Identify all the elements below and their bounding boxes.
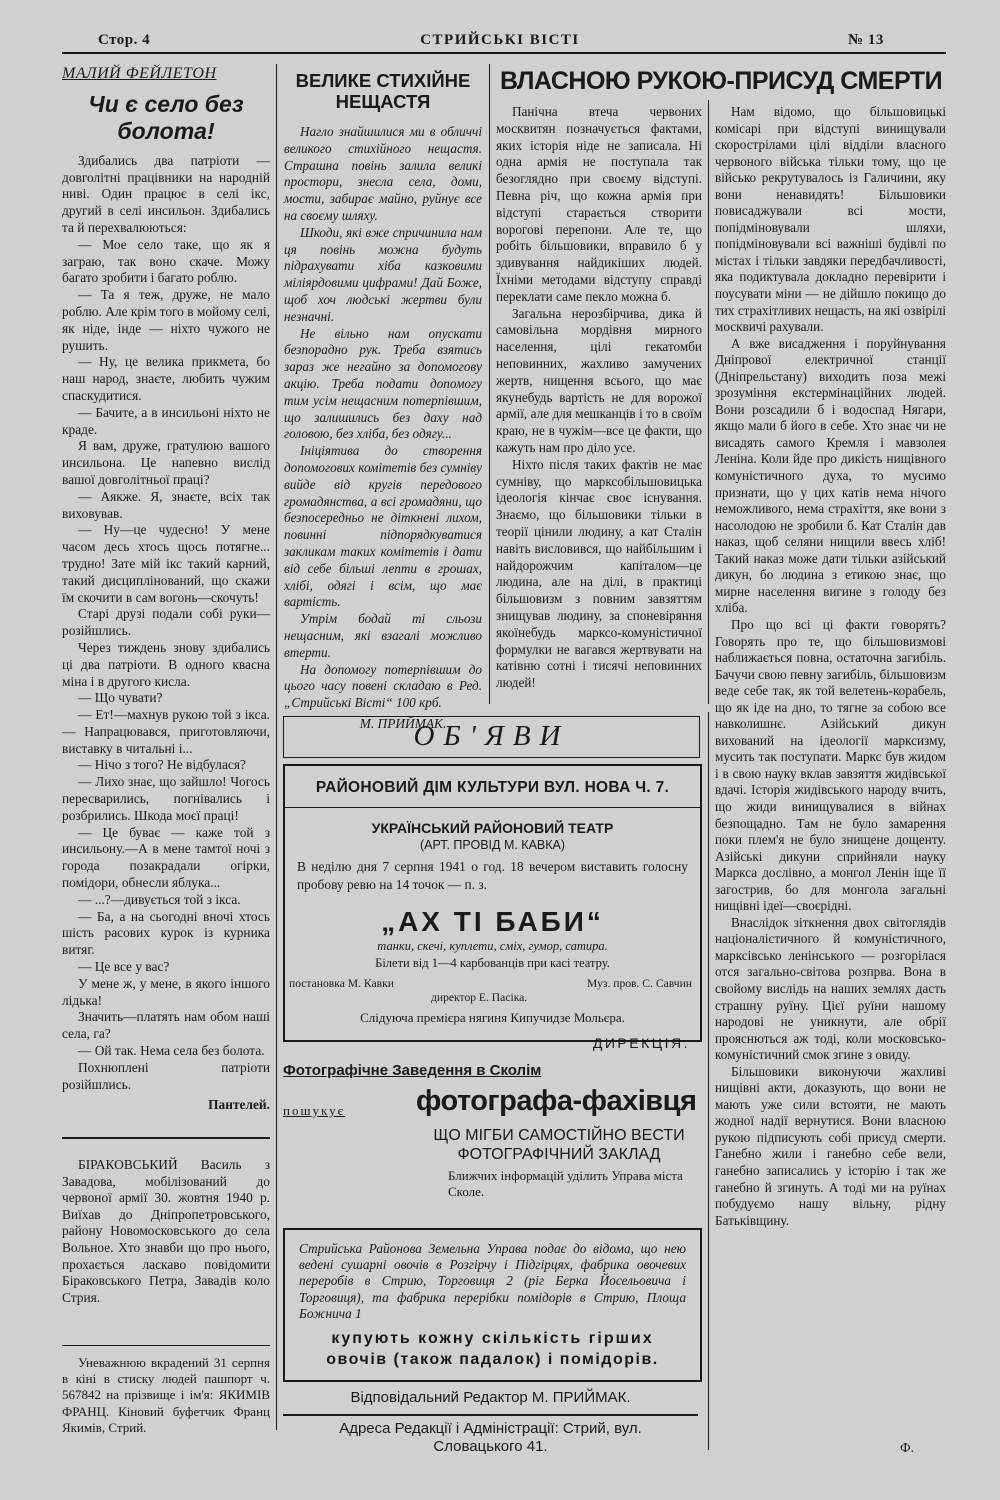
show-credits (285, 972, 700, 1006)
photo-line-2: ФОТОГРАФІЧНИЙ ЗАКЛАД (457, 1146, 661, 1163)
paragraph: Здибались два патріоти — довголітні працівники на народній ниві. Один працює в селі ікс, другий в селі инсильон. Здибались та й перехвалюються: (62, 152, 270, 235)
paragraph: На допомогу потерпівшим до цього часу повені складаю в Ред. „Стрийські Вісті“ 100 крб. (284, 661, 482, 711)
disaster-title: ВЕЛИКЕ СТИХІЙНЕ НЕЩАСТЯ (295, 70, 471, 112)
paragraph: — Що чувати? (78, 690, 163, 706)
page-number: Стор. 4 (98, 32, 151, 48)
paragraph: — Нічо з того? Не відбулася? (78, 757, 246, 773)
paragraph: Загальна нерозбірчива, дика й самовільна мордівня мирного населення, цілі гекатомби неповинних, жахливо замучених жертв, нищення всього, що має якунебудь вартість не для ворожої армії, але для мешканців і то в своїм краю, не в чужім—все це факти, що кажуть нам про діло усе. (496, 305, 702, 455)
paragraph: — Лихо знає, що зайшло! Чогось пересварились, погнівались і розбрились. Шкода моєї праці! (62, 774, 270, 823)
missing-person-text: БІРАКОВСЬКИЙ Василь з Завадова, мобілізований до червоної армії 30. жовтня 1940 р. Виїхав до Дніпропетровського, району Новомосковського до села Вольное. Хто знавби що про нього, прохається ласкаво повідомити Біраковського Петра, Завадів коло Стрия. (62, 1157, 270, 1305)
paragraph: Старі друзі подали собі руки—розійшлись. (62, 606, 270, 639)
column-rule-3 (708, 100, 709, 704)
verdict-title: ВЛАСНОЮ РУКОЮ-ПРИСУД СМЕРТИ (499, 67, 943, 95)
editor-line: Відповідальний Редактор М. ПРИЙМАК. (350, 1389, 631, 1406)
photo-line-1: ЩО МІГБИ САМОСТІЙНО ВЕСТИ (433, 1127, 685, 1144)
verdict-column-2 (715, 104, 946, 1229)
issue-number: № 13 (848, 32, 884, 48)
show-title: „АХ ТІ БАБИ“ (381, 906, 604, 938)
footer-rule (283, 1414, 698, 1416)
paragraph: Панічна втеча червоних москвитян позначується фактами, яких історія ніде не записала. Ні одна армія не поступала так безоглядно при своєму відступі. Певна річ, що кожна армія при відступі старається створити ворогові перепони. Але те, що робіть більшовики, вправило б у здивування найдикіших людей. Їхніми методами відступу справді переклати саме пекло можна б. (496, 104, 702, 304)
culture-house-ad (283, 764, 702, 1051)
feuilleton-title: Чи є село без болота! (88, 90, 244, 144)
paragraph: Через тиждень знову здибались ці два патріоти. В одного квасна міна і в другого кисла. (62, 639, 270, 689)
feuilleton-body (62, 153, 270, 1094)
lost-passport-notice (62, 1355, 270, 1436)
disaster-article (284, 70, 482, 733)
disaster-signature: М. ПРИЙМАК. (359, 715, 447, 731)
notice-rule (62, 1345, 270, 1346)
paragraph: А вже висадження і поруйнування Дніпрової електричної станції (Дніпрельстану) виходить поза межі зрозуміння екстермінаційних людей. Вони розсадили б і водоспад Нягари, якщо мали б його в себе. Хто знає чи не висадять самого Кремля і мавзолея Леніна. Коли йде про дикість нищівного комуністичного духа, то мусимо признати, що у цих катів нема нічого неможливого, нема страхіття, яке вони з насолодою не зробили б. Кат Сталін дав наказ, щоб селяни нищили ввесь хліб! Такий наказ може дати тільки азійський дикун, бо людина з етикою знає, що мирне населення вигине з голоду без хліба. (715, 335, 946, 616)
disaster-body (284, 124, 482, 712)
paragraph: — Ну, це велика прикмета, бо наш народ, знаєте, любить чужим спаскудитися. (62, 354, 270, 403)
paragraph: Шкоди, які вже спричинила нам ця повінь можна будуть підрахувати хіба казковими міліярдовими цифрами! Дай Боже, щоб хоч людські жертви були незначні. (284, 224, 482, 324)
ads-header-box (283, 716, 700, 758)
paragraph: Ініціятива до створення допомогових комітетів без сумніву вийде від кругів передового громадянства, а всі громадяни, що безпосередньо не діткнені лихом, повинні підпорядкуватися закликам таких комітетів і дати від себе більші лепти в грошах, хлібі, одягі і всім, що має вартість. (284, 443, 482, 610)
column-rule-4 (708, 712, 709, 1450)
paragraph: Я вам, друже, гратулюю вашого инсильона. Це напевно вислід вашої довголітньої праці? (62, 438, 270, 487)
vegetables-text: Стрийська Районова Земельна Управа подає до відома, що нею ведені сушарні овочів в Розгірчу і Підгірцях, фабрика овочевих переробів в Стрию, Торговиця 2 (ріг Берка Йосельовича і Торговиця), та фабрика перерібки помідорів в Стрию, Площа Божнича 1 (299, 1241, 686, 1321)
paragraph: Нам відомо, що більшовицькі комісарі при відступі винищували скорострілами цілі відділи власного червоного війська тільки тому, що це військо рекрутувалось із Галичини, яку вони ненавидять! Більшовики повисаджували всі мости, попідміновували шляхи, попідміновували всі важніші будівлі по містах і тільки завдяки передбачливості, яка подиктувала докладно перевірити і поусувати міни — не дійшло покищо до тих страхітливих нещасть, на які озвірілі москвичі рахували. (715, 104, 946, 335)
paragraph: Утрім бодай ті сльози нещасним, які взагалі можливо втерти. (284, 611, 482, 660)
paragraph: — Бачите, а в инсильоні ніхто не краде. (62, 404, 270, 437)
address-line-1: Адреса Редакції і Адміністрації: Стрий, вул. (339, 1420, 642, 1437)
verdict-column-1 (496, 104, 702, 692)
paragraph: Більшовики виконуючи жахливі нищівні акти, доказують, що вони не мають уже сили встояти, не мають жодної надії вернутися. Вони власною рукою підписують собі присуд смерти. Ганебно жили і ганебно себе вели, ганебно записались у історію і так же ганебно й згинуть. А тоді ми на руїнах побудуємо нашу вільну, рідну Батьківщину. (715, 1063, 946, 1228)
paragraph: Про що всі ці факти говорять? Говорять про те, що більшовизмові наближається повна, остаточна загибіль. Бачучи свою певну загибіль, більшовизм веде себе так, як той велетень-корабель, що як іде на дно, то тягне за собою все навколишнє. Азійський дикун вихований на ідеології марксизму, мусить так поступати. Маркс був жидом і в свою науку вклав завзяття жидівської вдачі. Історія жидівського народу вчить, що жиди винищувалися в війнах безпощадно. Там не було замарення поки плем'я не було знищене дощенту. Азійські дикуни сприйняли науку Маркса дослівно, а монгол Ленін іще її загострив, бо для монгола загальні нищівні ідеї—своєрідні. (715, 616, 946, 914)
header-rule (62, 52, 946, 54)
show-genres: танки, скечі, куплети, сміх, гумор, сатира. (377, 939, 608, 954)
address-line-2: Словацького 41. (433, 1438, 548, 1455)
paragraph: — Ой так. Нема села без болота. (78, 1043, 265, 1059)
column-rule-2 (489, 64, 490, 704)
show-tickets: Білети від 1—4 карбованців при касі театру. (375, 956, 610, 971)
paragraph: — Ну—це чудесно! У мене часом десь хтось щось потягне... трудно! Зате мій ікс такий карний, такий дисциплінований, що скажи їм скочити в сам вогонь—скочуть! (62, 522, 270, 605)
paragraph: Внаслідок зіткнення двох світоглядів націоналістичного й комуністичного, марксівсько ленінського — розгорілася отся загально-світова розпрва. Вона в свойому вислідь на наших землях дасть страшну руїну. Цієї руїни нашому народові не уникнути, але обрії прояснються аж тоді, коли московсько-комуністичний смок згине з овиду. (715, 914, 946, 1063)
paragraph: — ...?—дивується той з ікса. (78, 891, 241, 907)
paragraph: Не вільно нам опускати безпорадно рук. Треба взятись зараз же негайно за допомогову акцію. Треба подати допомогу тим усім нещасним потерпівшим, що залишились без даху над головою, без хліба, без одягу... (284, 325, 482, 442)
show-staging: постановка М. Кавки (289, 976, 394, 990)
feuilleton-rubric: МАЛИЙ ФЕЙЛЕТОН (62, 65, 217, 82)
culture-house-name: РАЙОНОВИЙ ДІМ КУЛЬТУРИ ВУЛ. НОВА Ч. 7. (315, 779, 670, 796)
photo-studio-name: Фотографічне Заведення в Сколім (283, 1062, 542, 1079)
newspaper-title: СТРИЙСЬКІ ВІСТІ (420, 32, 580, 48)
ads-title: ОБ'ЯВИ (413, 720, 570, 752)
paragraph: Похнюплені патріоти розійшлись. (62, 1059, 270, 1092)
feuilleton (62, 66, 270, 1114)
photo-seeks: пошукує (283, 1103, 346, 1118)
photo-wanted: фотографа-фахівця (416, 1085, 697, 1117)
theatre-director: (АРТ. ПРОВІД М. КАВКА) (419, 837, 566, 852)
paragraph: Нагло знайшилися ми в обличчі великого стихійного нещастя. Страшна повінь залила великі простори, знесла села, доми, мости, забирає майно, руйнує все на своєму шляху. (284, 124, 482, 223)
photo-info: Ближчих інформацій уділить Управа міста Сколе. (448, 1168, 683, 1199)
paragraph: Ніхто після таких фактів не має сумніву, що марксобільшовицька ідеологія кінчає своє існування. Знаємо, що більшовики тільки в теорії цінили людину, а кат Сталін навіть висловився, що найбільшим і найдорожчим капіталом—це людина, але на ділі, в практиці більшовизм з повним завзяттям знищував людину, за споневіряння якоїнебудь марксо-комуністичної формулки не вагався жертвувати на катівню сотні і тисячі неповинних людей! (496, 456, 702, 691)
show-announcement: В неділю дня 7 серпня 1941 о год. 18 вечером виставить голосну пробову ревю на 14 точок — п. з. (297, 859, 688, 893)
paragraph: Значить—платять нам обом наші села, га? (62, 1009, 270, 1042)
vegetables-ad (283, 1228, 702, 1382)
culture-rule (285, 807, 700, 808)
lost-passport-text: Уневажнюю вкрадений 31 серпня в кіні в стиску людей пашпорт ч. 567842 на прізвище і ім'я: ЯКИМІВ ФРАНЦ. Кіновий буфетчик Франц Якимів, Стрий. (62, 1355, 270, 1435)
paragraph: — Аякже. Я, знаєте, всіх так виховував. (62, 488, 270, 521)
paragraph: — Та я теж, друже, не мало роблю. Але крім того в мойому селі, як ніде, інде — ніхто чужого не рушить. (62, 287, 270, 353)
missing-person-notice (62, 1157, 270, 1306)
verdict-signature: Ф. (900, 1440, 914, 1455)
management-sign: ДИРЕКЦІЯ. (592, 1034, 690, 1051)
next-premiere: Слідуюча премієра нягиня Кипучидзе Мольєра. (360, 1009, 625, 1025)
show-director: директор Е. Пасіка. (431, 990, 528, 1004)
paragraph: — Це все у вас? (78, 959, 170, 975)
vegetables-buy-2: овочів (також падалок) і помідорів. (326, 1351, 659, 1369)
theatre-name: УКРАЇНСЬКИЙ РАЙОНОВИЙ ТЕАТР (371, 819, 614, 836)
paragraph: — Ба, а на сьогодні вночі хтось шість расових курок із курника витяг. (62, 908, 270, 958)
paragraph: У мене ж, у мене, в якого іншого лідька! (62, 975, 270, 1008)
feuilleton-signature: Пантелей. (208, 1097, 270, 1113)
paragraph: — Ет!—махнув рукою той з ікса. — Напрацювався, приготовляючи, виставку в читальні і... (62, 707, 270, 756)
address (283, 1420, 698, 1456)
column-rule-1 (276, 64, 277, 1430)
show-music: Муз. пров. С. Савчин (587, 976, 692, 990)
paragraph: — Це буває — каже той з инсильону.—А в мене тамтої ночі з города позакрадали огірки, помідори, обнесли яблука... (62, 824, 270, 891)
photo-requirements (420, 1126, 698, 1164)
vegetables-buy-1: купують кожну скількість гірших (331, 1330, 654, 1348)
feuilleton-rule (62, 1137, 270, 1139)
paragraph: — Мое село таке, що як я заграю, так воно скаче. Можу багато зробити і багато роблю. (62, 236, 270, 286)
